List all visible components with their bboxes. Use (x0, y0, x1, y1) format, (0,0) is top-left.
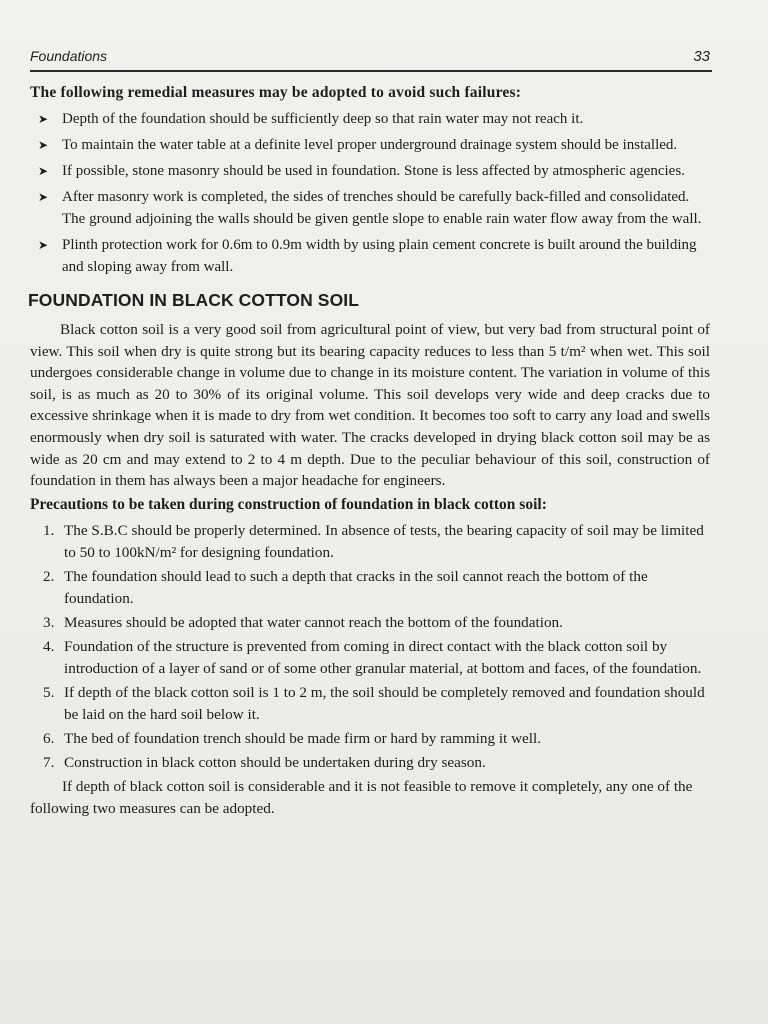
list-item (30, 752, 710, 774)
remedial-measures-list (30, 108, 710, 278)
list-item-text: Foundation of the structure is prevented from coming in direct contact with the black cotton soil by introduction of a layer of sand or of some other granular material, at bottom and faces, of the foundation. (64, 637, 702, 677)
page-content (30, 84, 710, 820)
list-item (30, 234, 710, 278)
list-item (30, 682, 710, 726)
list-item (30, 186, 710, 230)
list-item-text: To maintain the water table at a definite level proper underground drainage system should be installed. (62, 137, 678, 153)
page-number: 33 (693, 48, 710, 65)
list-item (30, 612, 710, 634)
list-item (30, 636, 710, 680)
list-item (30, 728, 710, 750)
list-item (30, 134, 710, 156)
page-header (30, 46, 712, 72)
arrowhead-bullet-icon: ➤ (38, 238, 49, 252)
item-number: 1. (43, 521, 55, 539)
arrowhead-bullet-icon: ➤ (38, 164, 49, 178)
item-number: 4. (43, 637, 55, 655)
item-number: 5. (43, 683, 55, 701)
section-heading: FOUNDATION IN BLACK COTTON SOIL (28, 290, 360, 310)
running-title: Foundations (30, 48, 108, 64)
list-item-text: The foundation should lead to such a depth that cracks in the soil cannot reach the bottom of the foundation. (64, 567, 648, 607)
remedial-measures-heading: The following remedial measures may be adopted to avoid such failures: (30, 84, 522, 101)
list-item-text: Plinth protection work for 0.6m to 0.9m width by using plain cement concrete is built around the building and sloping away from wall. (62, 237, 697, 275)
list-item-text: If possible, stone masonry should be used in foundation. Stone is less affected by atmospheric agencies. (62, 163, 685, 179)
list-item-text: Measures should be adopted that water cannot reach the bottom of the foundation. (64, 613, 563, 631)
list-item (30, 566, 710, 610)
item-number: 6. (43, 729, 55, 747)
arrowhead-bullet-icon: ➤ (38, 112, 49, 126)
item-number: 2. (43, 567, 55, 585)
black-cotton-soil-paragraph: Black cotton soil is a very good soil from agricultural point of view, but very bad from structural point of view. This soil when dry is quite strong but its bearing capacity reduces to less than 5 t/m² when wet. This soil undergoes considerable change in volume due to change in its moisture content. The variation in volume of this soil, is as much as 20 to 30% of its original volume. This soil develops very wide and deep cracks due to excessive shrinkage when it is made to dry from wet condition. It becomes too soft to carry any load and swells enormously when dry soil is saturated with water. The cracks developed in drying black cotton soil may be as wide as 20 cm and may extend to 2 to 4 m depth. Due to the peculiar behaviour of this soil, construction of foundation in them has always been a major headache for engineers. (30, 321, 710, 490)
list-item-text: After masonry work is completed, the sides of trenches should be carefully back-filled and consolidated. The ground adjoining the walls should be given gentle slope to enable rain water flow away from the wall. (62, 189, 702, 227)
list-item-text: The S.B.C should be properly determined. In absence of tests, the bearing capacity of soil may be limited to 50 to 100kN/m² for designing foundation. (64, 521, 704, 561)
arrowhead-bullet-icon: ➤ (38, 138, 49, 152)
arrowhead-bullet-icon: ➤ (38, 190, 49, 204)
list-item (30, 160, 710, 182)
precautions-heading: Precautions to be taken during construction of foundation in black cotton soil: (30, 495, 547, 513)
precautions-list (30, 520, 710, 774)
list-item-text: Depth of the foundation should be sufficiently deep so that rain water may not reach it. (62, 111, 584, 127)
list-item-text: The bed of foundation trench should be made firm or hard by ramming it well. (64, 729, 542, 747)
item-number: 7. (43, 753, 55, 771)
list-item (30, 520, 710, 564)
list-item (30, 108, 710, 130)
list-item-text: If depth of the black cotton soil is 1 to 2 m, the soil should be completely removed and foundation should be laid on the hard soil below it. (64, 683, 705, 723)
list-item-text: Construction in black cotton should be undertaken during dry season. (64, 753, 486, 771)
closing-paragraph: If depth of black cotton soil is considerable and it is not feasible to remove it completely, any one of the following two measures can be adopted. (30, 777, 693, 817)
item-number: 3. (43, 613, 55, 631)
